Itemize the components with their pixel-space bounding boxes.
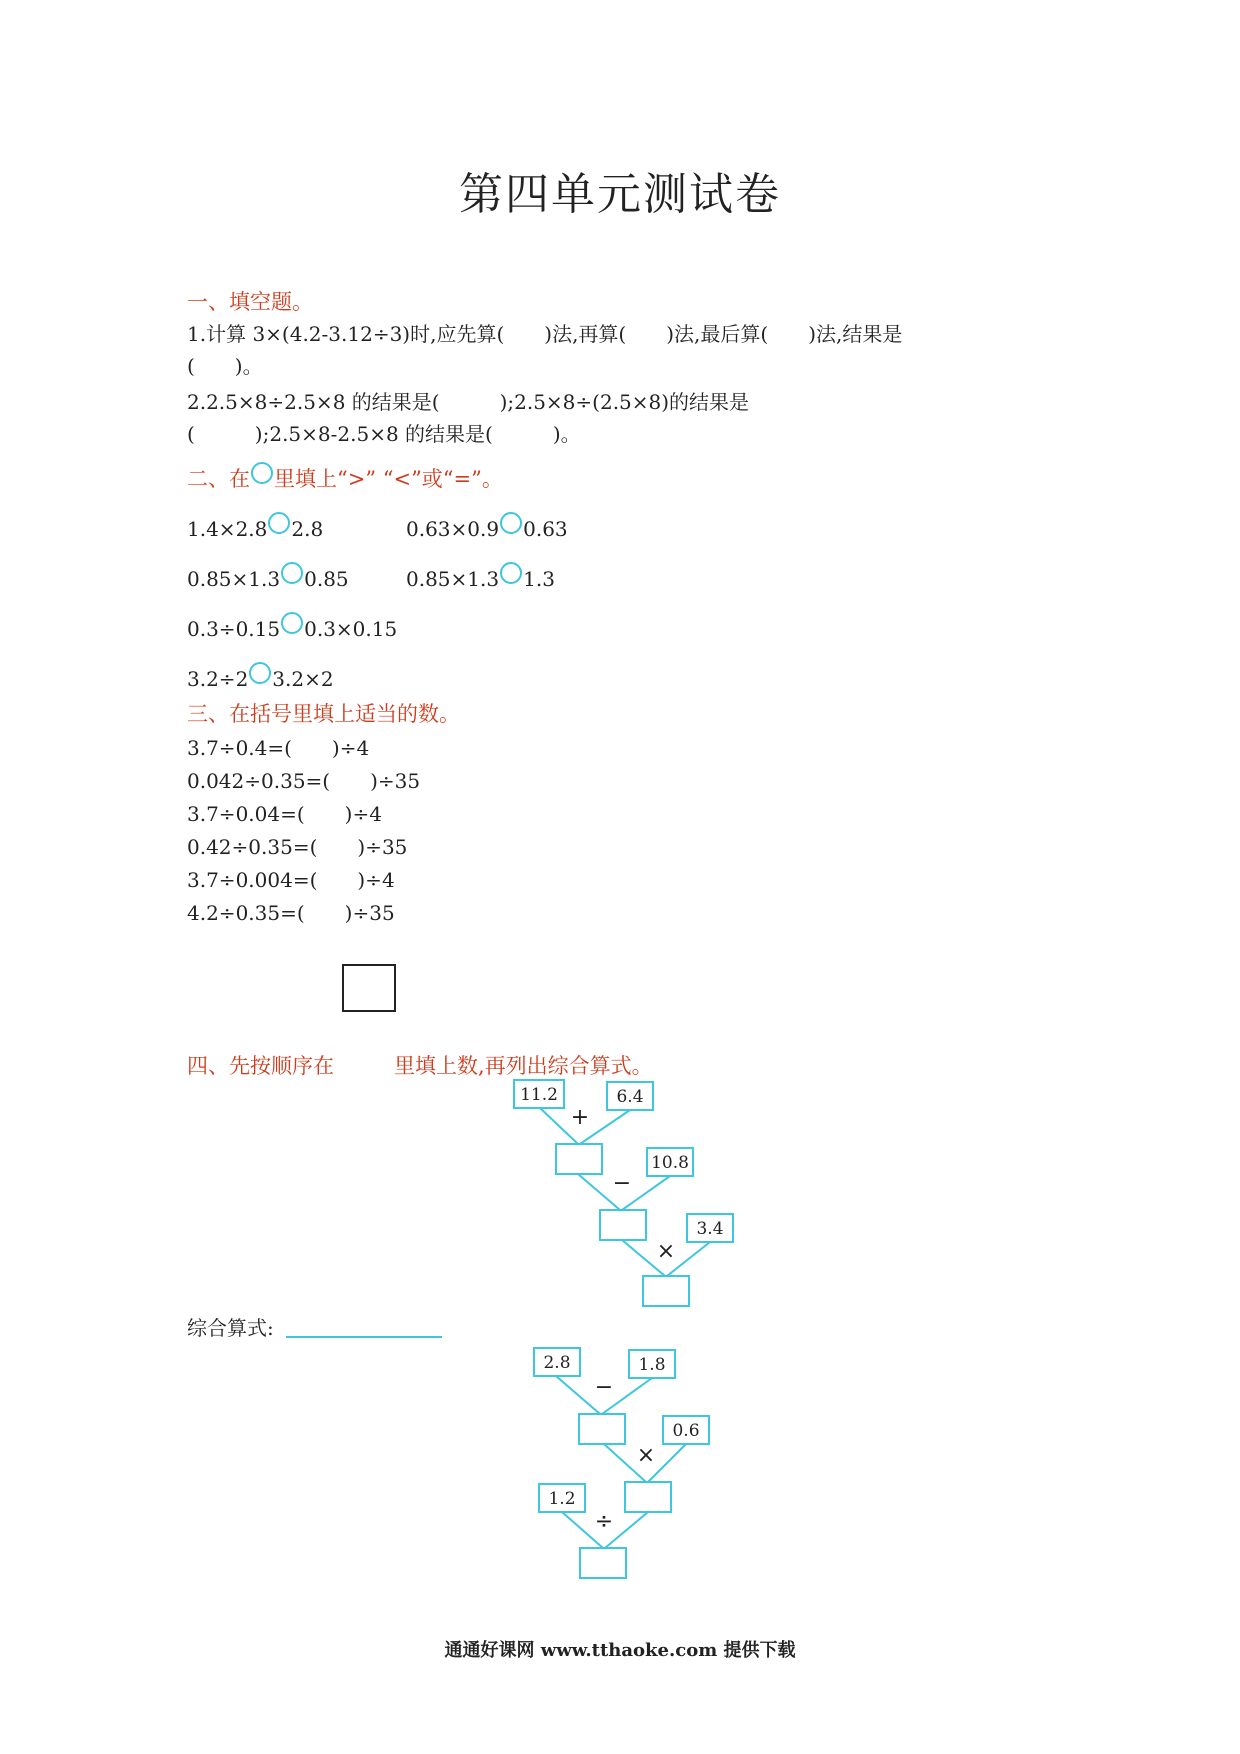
tree1-op2: − xyxy=(612,1171,632,1196)
answer-box[interactable] xyxy=(579,1414,625,1444)
s1-line-1: 1.计算 3×(4.2-3.12÷3)时,应先算( )法,再算( )法,最后算( )法,结果是 xyxy=(187,322,903,346)
tree1-op3: × xyxy=(656,1239,676,1264)
combined-formula-label: 综合算式: xyxy=(187,1316,274,1340)
compare-right: 0.85 xyxy=(304,567,349,591)
tree2-b: 1.8 xyxy=(638,1355,666,1375)
compare-left: 3.2÷2 xyxy=(187,667,249,691)
page-title: 第四单元测试卷 xyxy=(459,169,781,220)
compare-right: 0.63 xyxy=(523,517,568,541)
compare-right: 1.3 xyxy=(523,567,555,591)
section3-heading: 三、在括号里填上适当的数。 xyxy=(187,702,460,726)
s3-line-1: 3.7÷0.4=( )÷4 xyxy=(187,736,370,760)
s3-line-6: 4.2÷0.35=( )÷35 xyxy=(187,901,395,925)
compare-right: 3.2×2 xyxy=(272,667,334,691)
answer-box[interactable] xyxy=(625,1482,671,1512)
tree2-a: 2.8 xyxy=(543,1353,571,1373)
s3-line-3: 3.7÷0.04=( )÷4 xyxy=(187,802,382,826)
tree2-d: 1.2 xyxy=(548,1489,576,1509)
compare-left: 0.85×1.3 xyxy=(406,567,500,591)
compare-right: 0.3×0.15 xyxy=(304,617,398,641)
s3-line-4: 0.42÷0.35=( )÷35 xyxy=(187,835,408,859)
s2-heading-after: 里填上“>” “<”或“=”。 xyxy=(274,467,503,491)
section1-heading: 一、填空题。 xyxy=(187,290,313,314)
tree2-op2: × xyxy=(636,1443,656,1468)
tree1-b: 6.4 xyxy=(616,1087,644,1107)
s1-line-3: 2.2.5×8÷2.5×8 的结果是( );2.5×8÷(2.5×8)的结果是 xyxy=(187,390,750,414)
compare-left: 0.3÷0.15 xyxy=(187,617,281,641)
tree2-op3: ÷ xyxy=(594,1509,614,1534)
tree2-c: 0.6 xyxy=(672,1421,700,1441)
compare-left: 0.63×0.9 xyxy=(406,517,500,541)
s4-heading-after: 里填上数,再列出综合算式。 xyxy=(394,1054,653,1078)
tree1-a: 11.2 xyxy=(520,1085,558,1105)
answer-box[interactable] xyxy=(580,1548,626,1578)
footer: 通通好课网 www.tthaoke.com 提供下载 xyxy=(444,1640,796,1661)
s1-line-4: ( );2.5×8-2.5×8 的结果是( )。 xyxy=(187,422,581,446)
tree1-d: 3.4 xyxy=(696,1219,724,1239)
s2-heading-before: 二、在 xyxy=(187,467,250,491)
s3-line-2: 0.042÷0.35=( )÷35 xyxy=(187,769,421,793)
compare-right: 2.8 xyxy=(291,517,324,541)
compare-left: 0.85×1.3 xyxy=(187,567,281,591)
s4-heading-before: 四、先按顺序在 xyxy=(187,1054,334,1078)
tree1-op1: + xyxy=(570,1105,590,1130)
s3-line-5: 3.7÷0.004=( )÷4 xyxy=(187,868,395,892)
tree2-op1: − xyxy=(594,1375,614,1400)
compare-left: 1.4×2.8 xyxy=(187,517,268,541)
tree1-c: 10.8 xyxy=(651,1153,689,1173)
s1-line-2: ( )。 xyxy=(187,354,263,378)
